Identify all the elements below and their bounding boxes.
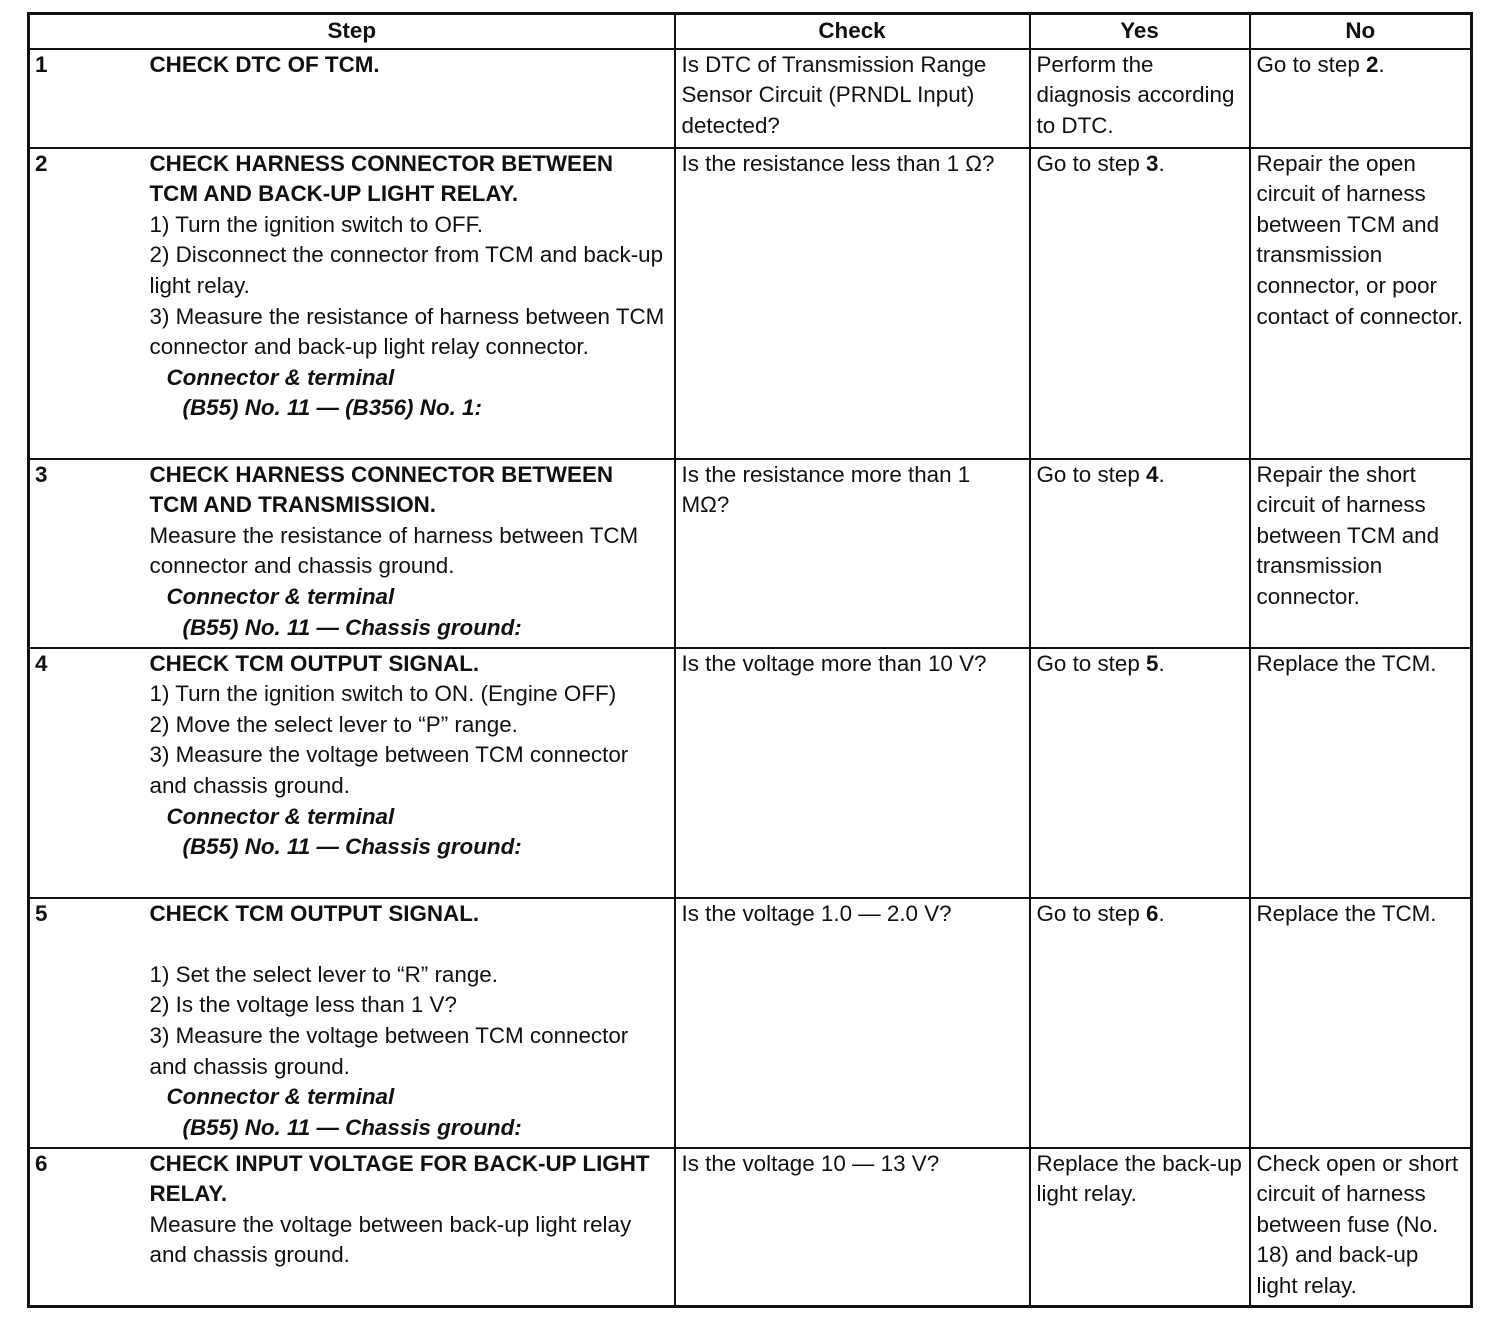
yes-cell (1030, 898, 1250, 1148)
instruction-line: 1) Turn the ignition switch to ON. (Engine OFF) (149, 681, 617, 707)
instruction-line: 1) Set the select lever to “R” range. (149, 961, 498, 987)
yes-text: Go to step (1036, 461, 1147, 487)
step-number: 4 (29, 648, 150, 898)
step-title: CHECK TCM OUTPUT SIGNAL. (149, 650, 480, 676)
punctuation: . (1158, 900, 1165, 926)
connector-terminal-value: (B55) No. 11 — Chassis ground: (182, 614, 522, 640)
step-title: CHECK HARNESS CONNECTOR BETWEEN TCM AND BACK-UP LIGHT RELAY. (149, 150, 614, 207)
step-title: CHECK DTC OF TCM. (149, 51, 380, 77)
header-step: Step (29, 14, 675, 49)
table-row (29, 898, 1472, 1148)
step-cell (150, 49, 675, 148)
connector-terminal-value: (B55) No. 11 — Chassis ground: (182, 834, 522, 860)
no-cell: Replace the TCM. (1250, 648, 1472, 898)
instruction-line: 3) Measure the voltage between TCM connector and chassis ground. (149, 1022, 629, 1079)
step-ref: 5 (1146, 650, 1159, 676)
step-ref: 6 (1146, 900, 1159, 926)
table-row (29, 459, 1472, 648)
yes-text: Go to step (1036, 650, 1147, 676)
instruction-line: 3) Measure the resistance of harness between TCM connector and back-up light relay connector. (149, 303, 665, 360)
step-number: 2 (29, 148, 150, 459)
step-number: 3 (29, 459, 150, 648)
connector-terminal-label: Connector & terminal (166, 803, 395, 829)
step-title: CHECK HARNESS CONNECTOR BETWEEN TCM AND TRANSMISSION. (149, 461, 614, 518)
blank-line (150, 929, 668, 960)
step-title: CHECK TCM OUTPUT SIGNAL. (149, 900, 480, 926)
check-cell: Is the resistance more than 1 MΩ? (675, 459, 1030, 648)
header-row (29, 14, 1472, 49)
connector-terminal-value: (B55) No. 11 — Chassis ground: (182, 1114, 522, 1140)
punctuation: . (1158, 650, 1165, 676)
connector-terminal-label: Connector & terminal (166, 583, 395, 609)
table-row (29, 148, 1472, 459)
punctuation: . (1378, 51, 1385, 77)
step-number: 5 (29, 898, 150, 1148)
step-cell (150, 148, 675, 459)
step-ref: 2 (1366, 51, 1379, 77)
step-cell (150, 898, 675, 1148)
instruction-line: Measure the resistance of harness between TCM connector and chassis ground. (149, 522, 639, 579)
punctuation: . (1158, 461, 1165, 487)
step-cell (150, 1148, 675, 1307)
yes-text: Go to step (1036, 900, 1147, 926)
check-cell: Is the voltage more than 10 V? (675, 648, 1030, 898)
table-row (29, 1148, 1472, 1307)
step-number: 6 (29, 1148, 150, 1307)
no-text: Go to step (1256, 51, 1367, 77)
yes-cell (1030, 648, 1250, 898)
header-no: No (1250, 14, 1472, 49)
header-yes: Yes (1030, 14, 1250, 49)
connector-terminal-label: Connector & terminal (166, 364, 395, 390)
check-cell: Is the resistance less than 1 Ω? (675, 148, 1030, 459)
no-cell (1250, 49, 1472, 148)
yes-text: Go to step (1036, 150, 1147, 176)
step-cell (150, 459, 675, 648)
instruction-line: 2) Disconnect the connector from TCM and back-up light relay. (149, 242, 664, 298)
check-cell: Is the voltage 1.0 — 2.0 V? (675, 898, 1030, 1148)
step-ref: 4 (1146, 461, 1159, 487)
yes-cell: Replace the back-up light relay. (1030, 1148, 1250, 1307)
instruction-line: 2) Move the select lever to “P” range. (149, 711, 518, 737)
step-number: 1 (29, 49, 150, 148)
instruction-line: 3) Measure the voltage between TCM connector and chassis ground. (149, 742, 629, 798)
connector-terminal-value: (B55) No. 11 — (B356) No. 1: (182, 395, 482, 421)
check-cell: Is the voltage 10 — 13 V? (675, 1148, 1030, 1307)
no-cell: Check open or short circuit of harness between fuse (No. 18) and back-up light relay. (1250, 1148, 1472, 1307)
table-row (29, 648, 1472, 898)
no-cell: Replace the TCM. (1250, 898, 1472, 1148)
check-cell: Is DTC of Transmission Range Sensor Circuit (PRNDL Input) detected? (675, 49, 1030, 148)
yes-cell: Perform the diagnosis according to DTC. (1030, 49, 1250, 148)
instruction-line: 1) Turn the ignition switch to OFF. (149, 211, 484, 237)
header-check: Check (675, 14, 1030, 49)
step-cell (150, 648, 675, 898)
step-title: CHECK INPUT VOLTAGE FOR BACK-UP LIGHT RELAY. (149, 1150, 650, 1207)
diagnostic-table (27, 12, 1473, 1308)
instruction-line: Measure the voltage between back-up light relay and chassis ground. (149, 1211, 632, 1268)
yes-cell (1030, 148, 1250, 459)
step-ref: 3 (1146, 150, 1159, 176)
instruction-line: 2) Is the voltage less than 1 V? (149, 992, 457, 1018)
connector-terminal-label: Connector & terminal (166, 1084, 395, 1110)
yes-cell (1030, 459, 1250, 648)
punctuation: . (1158, 150, 1165, 176)
no-cell: Repair the open circuit of harness between TCM and transmission connector, or poor contact of connector. (1250, 148, 1472, 459)
table-row (29, 49, 1472, 148)
no-cell: Repair the short circuit of harness between TCM and transmission connector. (1250, 459, 1472, 648)
